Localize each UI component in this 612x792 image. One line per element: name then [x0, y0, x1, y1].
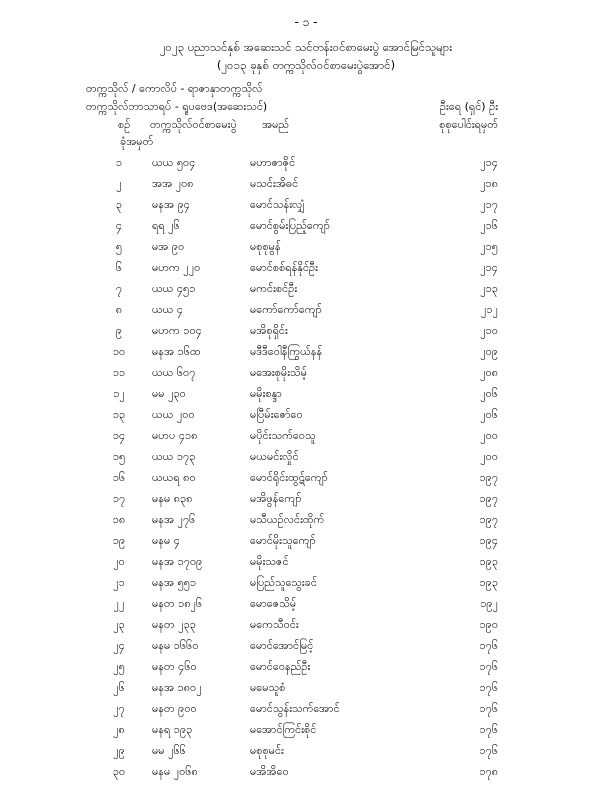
score: ၁၉၇ — [479, 513, 498, 526]
student-name: မပိုင်းသက်ဝေသူ — [250, 429, 316, 442]
row-number: ၈ — [115, 303, 123, 316]
score: ၁၇၆ — [479, 723, 498, 736]
results-table — [0, 156, 612, 786]
table-row — [0, 177, 612, 198]
roll-number: မနအ ၉၄ — [152, 198, 190, 211]
roll-number: မနမ ၂၀၆၈ — [152, 765, 198, 778]
row-number: ၁၂ — [113, 387, 125, 400]
header-name: အမည် — [262, 118, 290, 131]
row-number: ၂၈ — [113, 723, 125, 736]
student-name: မောင်စစ်ရန်နိုင်ဦး — [250, 261, 318, 274]
student-name: မအေးစုမိုးသိမ့် — [250, 366, 307, 379]
roll-number: ယယ ၂၀၀ — [152, 408, 195, 421]
table-row — [0, 408, 612, 429]
score: ၁၇၆ — [479, 744, 498, 757]
student-name: မသီယဉ်လင်းထိုက် — [250, 513, 325, 526]
table-row — [0, 681, 612, 702]
score: ၁၉၇ — [479, 471, 498, 484]
student-name: မောင်အောင်မြင့် — [250, 639, 314, 652]
roll-number: မဟပ ၄၁၈ — [152, 429, 198, 442]
score: ၂၁၀ — [480, 324, 498, 337]
header-score: စုစုပေါင်းရမှတ် — [439, 118, 498, 131]
table-row — [0, 534, 612, 555]
student-name: မောင်စွမ်းပြည့်ကျော် — [250, 219, 330, 232]
subject-line: တက္ကသိုလ်ဘာသာရပ် - ရူပဗေဒ(အဆေးသင်) — [86, 100, 268, 113]
page-number: - ၁ - — [294, 15, 318, 29]
table-row — [0, 492, 612, 513]
row-number: ၁၅ — [112, 450, 126, 463]
student-name: မကေသီဝင်း — [250, 618, 299, 631]
score: ၁၉၃ — [479, 576, 498, 589]
row-number: ၇ — [115, 282, 123, 295]
score: ၁၇၈ — [479, 765, 498, 778]
row-number: ၁၇ — [112, 492, 126, 505]
table-row — [0, 303, 612, 324]
row-number: ၁၃ — [112, 408, 126, 421]
roll-number: မမ ၂၃၀ — [152, 387, 186, 400]
row-number: ၁၄ — [112, 429, 126, 442]
score: ၁၉၂ — [480, 597, 498, 610]
score: ၂၁၄ — [480, 261, 498, 274]
roll-number: မနတ ၉၀၀ — [152, 702, 197, 715]
student-name: မစုစုမွန် — [250, 240, 281, 253]
row-number: ၁၉ — [112, 534, 126, 547]
table-row — [0, 702, 612, 723]
score: ၂၁၆ — [480, 219, 498, 232]
row-number: ၁၆ — [112, 471, 126, 484]
score: ၂၀၆ — [480, 408, 498, 421]
roll-number: မနတ ၄၆၀ — [152, 660, 197, 673]
roll-number: ယယ ၆၀၇ — [152, 366, 196, 379]
table-row — [0, 219, 612, 240]
roll-number: မနအ ၅၅၁ — [152, 576, 197, 589]
row-number: ၁၀ — [112, 345, 126, 358]
score: ၁၉၇ — [479, 492, 498, 505]
row-number: ၂ — [116, 177, 122, 190]
student-name: မအောင်ကြင်းစိုင် — [250, 723, 317, 736]
student-name: မပြည်သူသွေးခင် — [250, 576, 317, 589]
score: ၂၁၅ — [480, 240, 498, 253]
row-number: ၁၈ — [112, 513, 126, 526]
table-row — [0, 450, 612, 471]
row-number: ၁ — [115, 156, 123, 169]
student-name: မောင်ရိုင်းထွဋ်ကျော် — [250, 471, 328, 484]
table-row — [0, 198, 612, 219]
roll-number: မအ ၉၀ — [152, 240, 185, 253]
student-name: မပြီမ်းဇော်ဝေ — [250, 408, 303, 421]
roll-number: မနတ ၂၃၃ — [152, 618, 196, 631]
document-title: ၂၀၂၃ ပညာသင်နှစ် အဆေးသင် သင်တန်းဝင်စာမေးပွဲ အောင်မြင်သူများ — [159, 40, 453, 54]
table-row — [0, 597, 612, 618]
score: ၂၀၀ — [480, 429, 498, 442]
student-name: မမေသူစံ — [250, 681, 286, 694]
table-row — [0, 324, 612, 345]
score: ၂၁၄ — [480, 156, 498, 169]
score: ၁၉၃ — [479, 555, 498, 568]
roll-number: မနမ ၄ — [152, 534, 180, 547]
row-number: ၁၁ — [112, 366, 126, 379]
student-name: မမိုးသဇင် — [250, 555, 289, 568]
score: ၁၇၆ — [479, 681, 498, 694]
roll-number: ယယ ၄၅၁ — [152, 282, 196, 295]
student-name: မဟာဇာဇိုင် — [250, 156, 296, 169]
roll-number: မနအ ၁၈၀၂ — [152, 681, 202, 694]
score: ၂၁၇ — [480, 198, 498, 211]
row-number: ၅ — [115, 240, 123, 253]
student-name: မအိစုရှိင်း — [250, 324, 288, 337]
table-row — [0, 471, 612, 492]
row-number: ၉ — [115, 324, 123, 337]
table-row — [0, 639, 612, 660]
score: ၁၉၄ — [479, 534, 498, 547]
score: ၂၁၃ — [480, 282, 498, 295]
student-name: မအိဖွန်ကျော် — [250, 492, 302, 505]
student-name: မောင်မိုးသူကျော် — [250, 534, 316, 547]
count-label: ဦးရေ (ရှင်) ဦး — [439, 100, 498, 113]
row-number: ၄ — [115, 219, 123, 232]
roll-number: အအ ၂၀၈ — [152, 177, 194, 190]
roll-number: ယယ ၄ — [152, 303, 184, 316]
table-row — [0, 387, 612, 408]
row-number: ၂၆ — [113, 681, 125, 694]
row-number: ၂၇ — [113, 702, 125, 715]
student-name: မောင်ဝေနည်ဦး — [250, 660, 311, 673]
roll-number: ရရ ၂၆ — [152, 219, 180, 232]
roll-number: မနမ ၁၆၆၀ — [152, 639, 199, 652]
student-name: မယမင်းလှိုင် — [250, 450, 299, 463]
roll-number: မနအ ၁၇၀၉ — [152, 555, 203, 568]
score: ၂၀၉ — [480, 345, 498, 358]
table-row — [0, 723, 612, 744]
roll-number: မဟက ၂၂၀ — [152, 261, 201, 274]
table-row — [0, 660, 612, 681]
student-name: မကော်ကော်ကျော် — [250, 303, 322, 316]
document-subtitle: (၂၀၁၃ ခုနှစ် တက္ကသိုလ်ဝင်စာမေးပွဲအောင်) — [216, 58, 396, 72]
row-number: ၃ — [115, 198, 123, 211]
roll-number: မနအ ၁၆ထ — [152, 345, 201, 358]
score: ၂၀၈ — [480, 366, 498, 379]
score: ၂၁၈ — [480, 177, 498, 190]
student-name: မောင်သွန်းသက်အောင် — [250, 702, 340, 715]
student-name: မမိုးစန္ဒာ — [250, 387, 282, 400]
row-number: ၂၅ — [113, 660, 125, 673]
score: ၂၀၀ — [480, 450, 498, 463]
student-name: မသင်းအိဓင် — [250, 177, 299, 190]
table-row — [0, 156, 612, 177]
roll-number: ယယ ၅၀၄ — [152, 156, 196, 169]
score: ၁၇၆ — [479, 702, 498, 715]
student-name: မစုစုမင်း — [250, 744, 284, 757]
score: ၁၉၀ — [479, 618, 498, 631]
score: ၁၇၆ — [479, 639, 498, 652]
header-roll: တက္ကသိုလ်ဝင်စာမေးပွဲ — [150, 118, 237, 131]
roll-number: မနအ ၂၇၆ — [152, 513, 196, 526]
table-row — [0, 261, 612, 282]
row-number: ၂၀ — [113, 555, 125, 568]
table-row — [0, 555, 612, 576]
row-number: ၂၄ — [113, 639, 125, 652]
row-number: ၂၃ — [113, 618, 125, 631]
row-number: ၆ — [115, 261, 123, 274]
score: ၁၇၆ — [479, 660, 498, 673]
table-row — [0, 513, 612, 534]
table-row — [0, 345, 612, 366]
row-number: ၂၂ — [113, 597, 125, 610]
roll-number: မမ ၂၆၆ — [152, 744, 186, 757]
student-name: မအိအိဝေ — [250, 765, 289, 778]
row-number: ၂၉ — [113, 744, 125, 757]
header-no: စဉ် — [118, 118, 131, 131]
table-row — [0, 765, 612, 786]
roll-number: မနမ ၈၃၈ — [152, 492, 193, 505]
student-name: မကင်းစင်ဦး — [250, 282, 298, 295]
table-row — [0, 240, 612, 261]
table-row — [0, 366, 612, 387]
roll-number: မဟက ၁၀၄ — [152, 324, 202, 337]
roll-number: ယယ ၁၇၃ — [152, 450, 196, 463]
table-row — [0, 618, 612, 639]
header-roll-sub: ခုံအမှတ် — [120, 135, 154, 148]
row-number: ၃၀ — [112, 765, 126, 778]
student-name: မဒီဒီဝေါနီကြွယ်နန် — [250, 345, 323, 358]
university-line: တက္ကသိုလ် / ကောလိပ် - ရာဇာနှာတက္ကသိုလ် — [86, 82, 263, 95]
score: ၂၀၆ — [480, 387, 498, 400]
student-name: မောင်သန်းလျှံ — [250, 198, 305, 211]
student-name: မောဇေသိမ့် — [250, 597, 297, 610]
table-row — [0, 744, 612, 765]
table-row — [0, 576, 612, 597]
roll-number: မနတ ၁၈၂၆ — [152, 597, 203, 610]
table-row — [0, 282, 612, 303]
score: ၂၁၂ — [481, 303, 498, 316]
roll-number: မနရ ၁၉၃ — [152, 723, 193, 736]
roll-number: ယယရ ၈၀ — [152, 471, 196, 484]
table-row — [0, 429, 612, 450]
row-number: ၂၁ — [113, 576, 125, 589]
